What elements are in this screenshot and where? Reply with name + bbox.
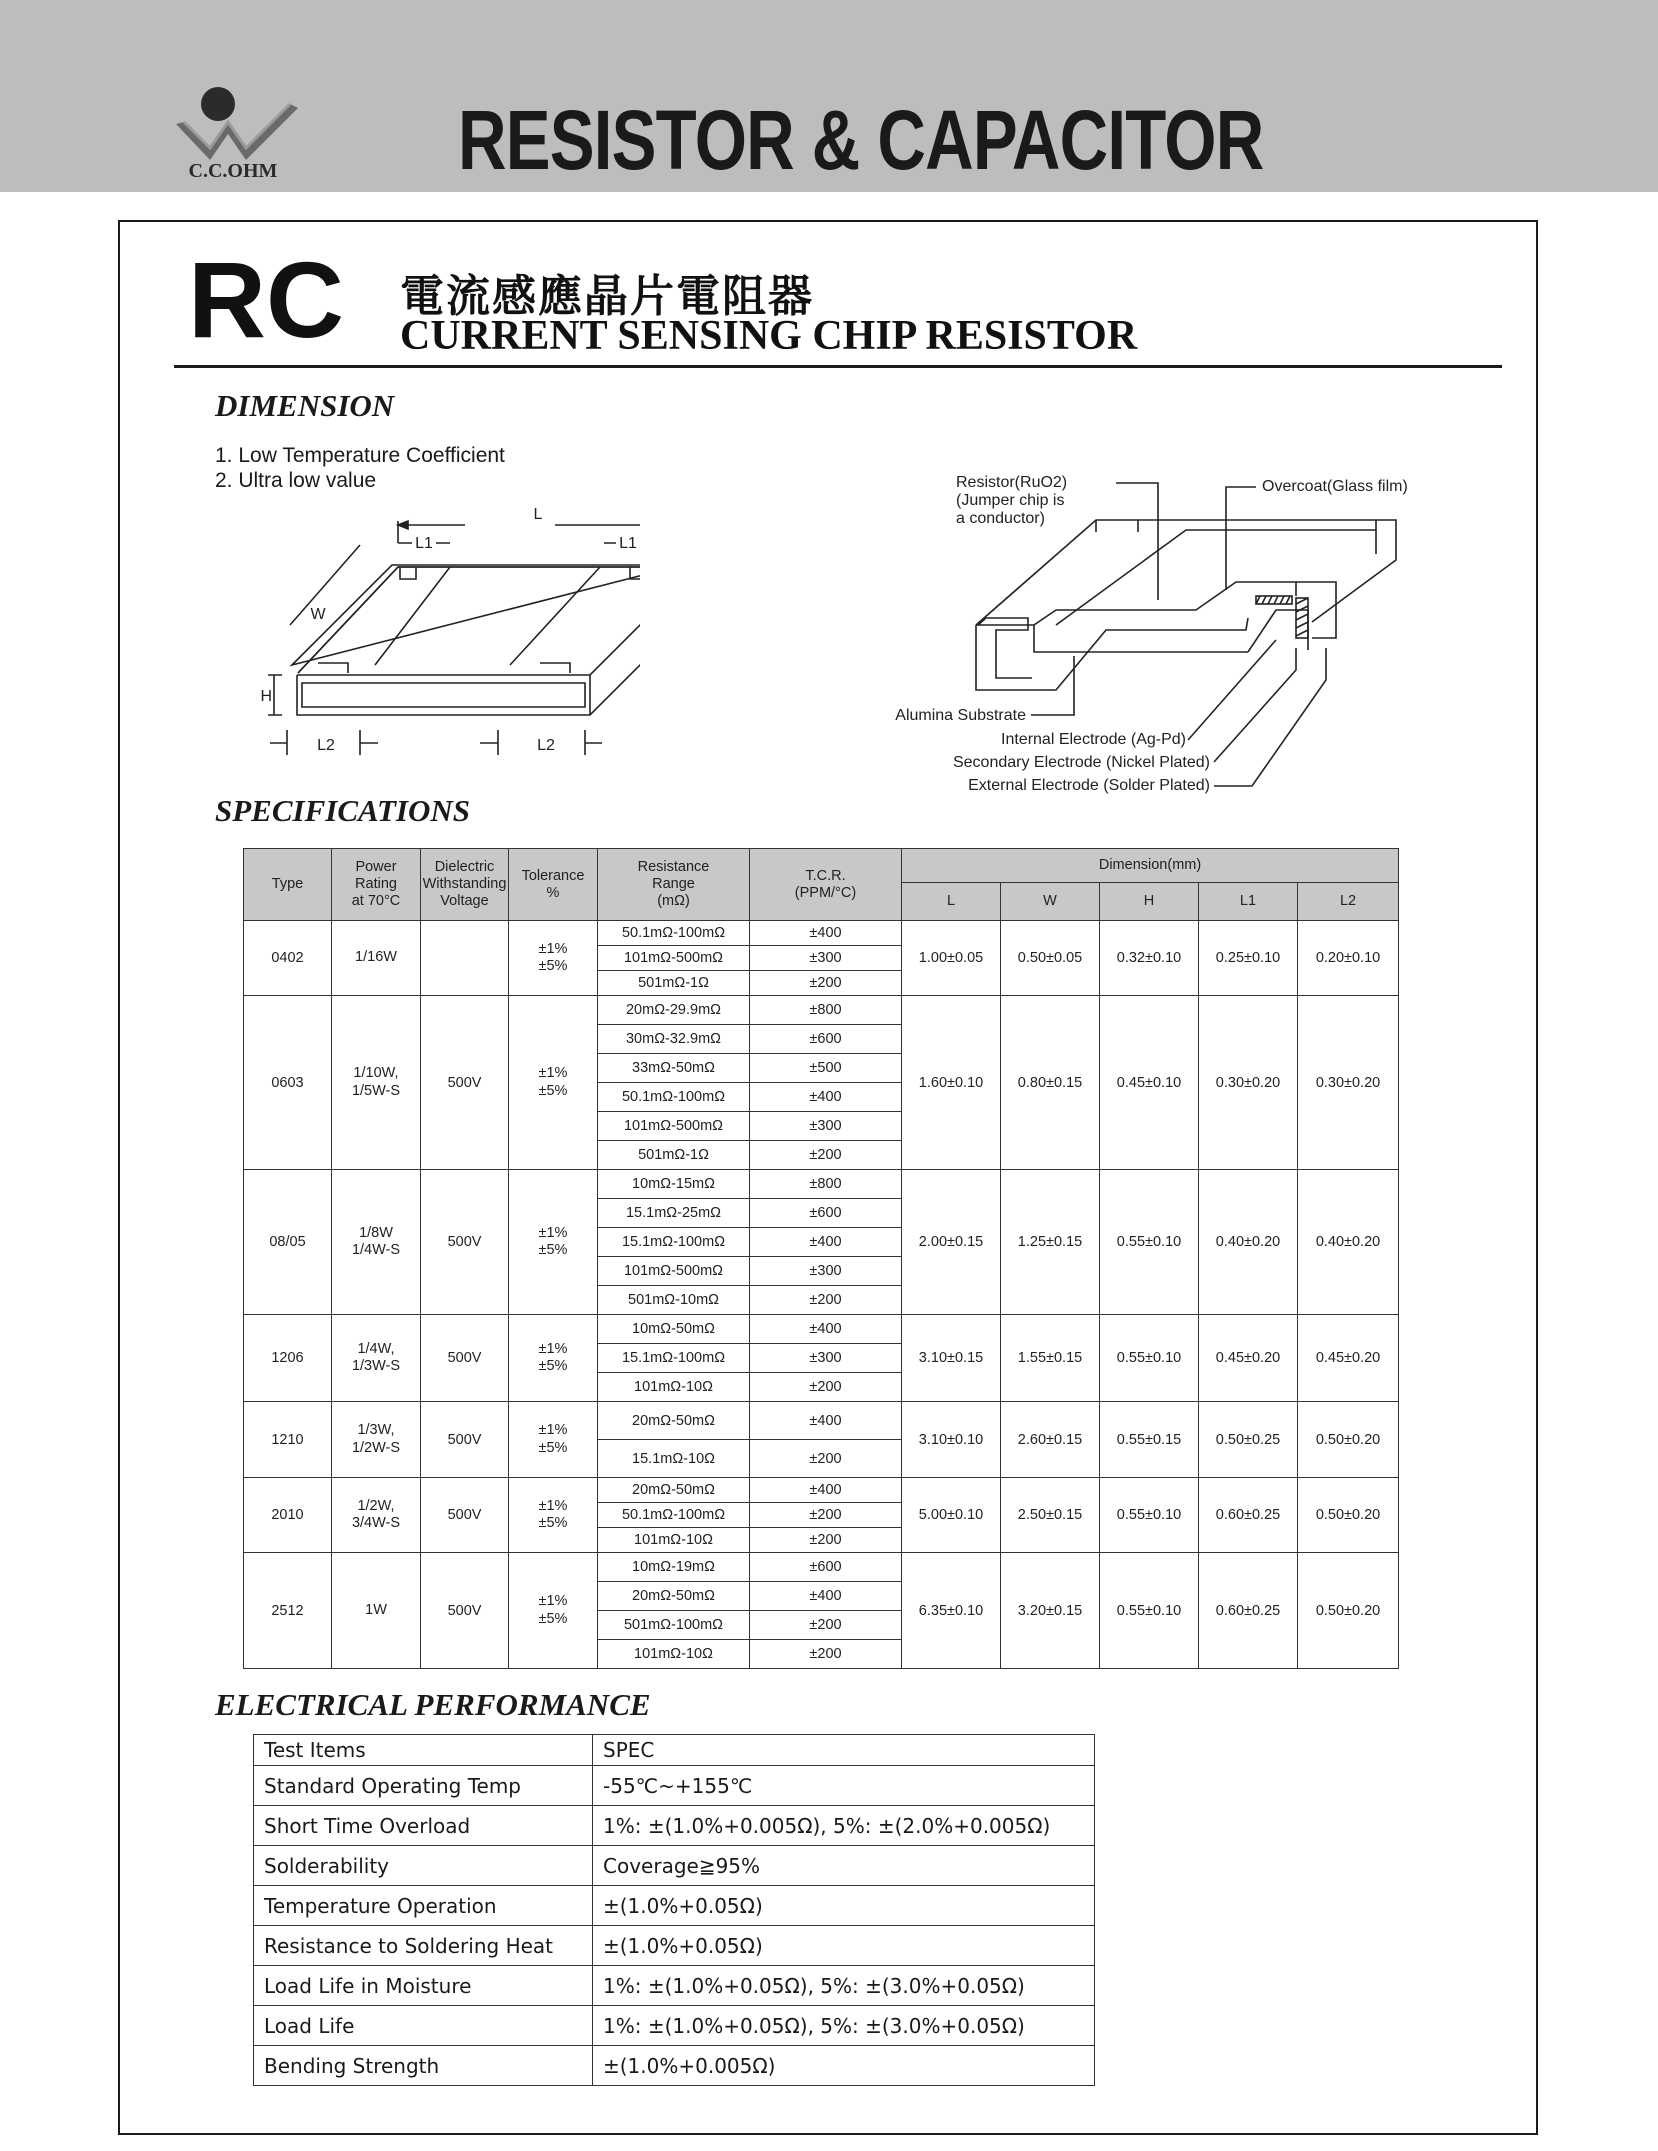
header-L1: L1 (1199, 883, 1298, 921)
cell-resistance-range: 501mΩ-10mΩ (598, 1286, 750, 1315)
cell-resistance-range: 20mΩ-29.9mΩ (598, 996, 750, 1025)
header-H: H (1100, 883, 1199, 921)
label-resistor-line1: Resistor(RuO2) (956, 474, 1068, 491)
cell-dimension-W: 1.55±0.15 (1001, 1315, 1100, 1402)
electrical-performance-heading: ELECTRICAL PERFORMANCE (215, 1687, 651, 1722)
cell-resistance-range: 50.1mΩ-100mΩ (598, 1503, 750, 1528)
specifications-table-body (244, 921, 1399, 1669)
specifications-heading: SPECIFICATIONS (215, 793, 470, 828)
cell-tcr: ±200 (750, 1640, 902, 1669)
cell-tcr: ±200 (750, 1528, 902, 1553)
dim-label-L: L (533, 506, 543, 523)
dim-label-W: W (310, 606, 326, 623)
cell-dimension-H: 0.55±0.10 (1100, 1315, 1199, 1402)
cell-resistance-range: 15.1mΩ-10Ω (598, 1440, 750, 1478)
cell-tolerance: ±1% ±5% (509, 1478, 598, 1553)
cell-resistance-range: 20mΩ-50mΩ (598, 1402, 750, 1440)
cell-dimension-W: 0.50±0.05 (1001, 921, 1100, 996)
cell-type: 2010 (244, 1478, 332, 1553)
cell-tcr: ±600 (750, 1199, 902, 1228)
cell-spec: ±(1.0%+0.05Ω) (593, 1926, 1095, 1966)
cell-tolerance: ±1% ±5% (509, 1170, 598, 1315)
cell-voltage: 500V (421, 1402, 509, 1478)
table-row (244, 1553, 1399, 1582)
cell-resistance-range: 30mΩ-32.9mΩ (598, 1025, 750, 1054)
header-type: Type (244, 849, 332, 921)
table-row (254, 1966, 1095, 2006)
cell-spec: 1%: ±(1.0%+0.05Ω), 5%: ±(3.0%+0.05Ω) (593, 1966, 1095, 2006)
cell-tolerance: ±1% ±5% (509, 1553, 598, 1669)
cell-dimension-W: 0.80±0.15 (1001, 996, 1100, 1170)
cell-dimension-W: 3.20±0.15 (1001, 1553, 1100, 1669)
cell-spec: -55℃~+155℃ (593, 1766, 1095, 1806)
cell-dimension-W: 2.60±0.15 (1001, 1402, 1100, 1478)
cell-spec: 1%: ±(1.0%+0.005Ω), 5%: ±(2.0%+0.005Ω) (593, 1806, 1095, 1846)
cell-tcr: ±500 (750, 1054, 902, 1083)
header-tolerance: Tolerance % (509, 849, 598, 921)
cell-dimension-H: 0.55±0.10 (1100, 1553, 1199, 1669)
cell-spec: 1%: ±(1.0%+0.05Ω), 5%: ±(3.0%+0.05Ω) (593, 2006, 1095, 2046)
cell-dimension-H: 0.45±0.10 (1100, 996, 1199, 1170)
feature-1: 1. Low Temperature Coefficient (215, 444, 505, 467)
cell-tcr: ±200 (750, 1611, 902, 1640)
cell-tolerance: ±1% ±5% (509, 1402, 598, 1478)
electrical-header-row (254, 1735, 1095, 1766)
cell-dimension-H: 0.55±0.10 (1100, 1170, 1199, 1315)
cell-tcr: ±200 (750, 1440, 902, 1478)
table-row (254, 1766, 1095, 1806)
cell-resistance-range: 33mΩ-50mΩ (598, 1054, 750, 1083)
cell-resistance-range: 101mΩ-10Ω (598, 1528, 750, 1553)
cell-resistance-range: 10mΩ-19mΩ (598, 1553, 750, 1582)
column-test-items: Test Items (254, 1735, 593, 1766)
table-row (244, 1170, 1399, 1199)
cell-type: 1210 (244, 1402, 332, 1478)
table-row (254, 1806, 1095, 1846)
header-L: L (902, 883, 1001, 921)
table-row (254, 2006, 1095, 2046)
cell-tcr: ±300 (750, 1344, 902, 1373)
cell-tcr: ±200 (750, 1141, 902, 1170)
cell-dimension-L2: 0.50±0.20 (1298, 1402, 1399, 1478)
title-divider (174, 365, 1502, 368)
cell-voltage: 500V (421, 1553, 509, 1669)
cell-resistance-range: 101mΩ-500mΩ (598, 1112, 750, 1141)
cell-tcr: ±400 (750, 1402, 902, 1440)
cell-resistance-range: 20mΩ-50mΩ (598, 1582, 750, 1611)
cell-tcr: ±800 (750, 1170, 902, 1199)
cell-type: 1206 (244, 1315, 332, 1402)
chip-cross-section-diagram (856, 470, 1456, 795)
cell-resistance-range: 10mΩ-15mΩ (598, 1170, 750, 1199)
cell-tolerance: ±1% ±5% (509, 921, 598, 996)
header-tcr: T.C.R. (PPM/°C) (750, 849, 902, 921)
header-resistance-range: Resistance Range (mΩ) (598, 849, 750, 921)
cell-power-rating: 1/10W, 1/5W-S (332, 996, 421, 1170)
cell-type: 08/05 (244, 1170, 332, 1315)
dimension-heading: DIMENSION (215, 388, 395, 423)
cell-dimension-L2: 0.40±0.20 (1298, 1170, 1399, 1315)
cell-power-rating: 1/16W (332, 921, 421, 996)
header-L2: L2 (1298, 883, 1399, 921)
label-resistor-line3: a conductor) (956, 510, 1045, 527)
cell-resistance-range: 101mΩ-500mΩ (598, 1257, 750, 1286)
cell-dimension-W: 1.25±0.15 (1001, 1170, 1100, 1315)
cell-power-rating: 1/4W, 1/3W-S (332, 1315, 421, 1402)
cell-dimension-L: 1.00±0.05 (902, 921, 1001, 996)
cell-power-rating: 1/3W, 1/2W-S (332, 1402, 421, 1478)
table-row (254, 1846, 1095, 1886)
cell-dimension-H: 0.32±0.10 (1100, 921, 1199, 996)
cell-resistance-range: 10mΩ-50mΩ (598, 1315, 750, 1344)
cell-resistance-range: 15.1mΩ-100mΩ (598, 1344, 750, 1373)
cell-dimension-L1: 0.40±0.20 (1199, 1170, 1298, 1315)
cell-dimension-L1: 0.30±0.20 (1199, 996, 1298, 1170)
cell-test-item: Short Time Overload (254, 1806, 593, 1846)
dim-label-L1-right: L1 (619, 535, 637, 552)
cell-resistance-range: 501mΩ-1Ω (598, 971, 750, 996)
cell-voltage: 500V (421, 1315, 509, 1402)
cell-dimension-L2: 0.30±0.20 (1298, 996, 1399, 1170)
cell-test-item: Bending Strength (254, 2046, 593, 2086)
cell-dimension-L: 3.10±0.15 (902, 1315, 1001, 1402)
cell-voltage: 500V (421, 1170, 509, 1315)
cell-resistance-range: 15.1mΩ-100mΩ (598, 1228, 750, 1257)
table-row (244, 921, 1399, 946)
cell-tcr: ±200 (750, 971, 902, 996)
cell-dimension-L1: 0.45±0.20 (1199, 1315, 1298, 1402)
cell-resistance-range: 101mΩ-500mΩ (598, 946, 750, 971)
dim-label-L2-left: L2 (317, 737, 335, 754)
feature-2: 2. Ultra low value (215, 469, 377, 492)
cell-tcr: ±400 (750, 921, 902, 946)
cell-tcr: ±400 (750, 1478, 902, 1503)
specifications-table (243, 848, 1399, 1669)
cell-test-item: Resistance to Soldering Heat (254, 1926, 593, 1966)
cell-tcr: ±300 (750, 1257, 902, 1286)
cell-resistance-range: 15.1mΩ-25mΩ (598, 1199, 750, 1228)
cell-dimension-L1: 0.60±0.25 (1199, 1478, 1298, 1553)
product-name-chinese: 電流感應晶片電阻器 (400, 271, 814, 322)
cell-dimension-L: 3.10±0.10 (902, 1402, 1001, 1478)
cell-tcr: ±600 (750, 1553, 902, 1582)
cell-dimension-L: 2.00±0.15 (902, 1170, 1001, 1315)
header-dielectric-voltage: Dielectric Withstanding Voltage (421, 849, 509, 921)
cell-tcr: ±300 (750, 1112, 902, 1141)
cell-tolerance: ±1% ±5% (509, 996, 598, 1170)
cell-resistance-range: 20mΩ-50mΩ (598, 1478, 750, 1503)
cell-test-item: Standard Operating Temp (254, 1766, 593, 1806)
label-overcoat: Overcoat(Glass film) (1262, 478, 1408, 495)
header-power-rating: Power Rating at 70°C (332, 849, 421, 921)
cell-tcr: ±400 (750, 1228, 902, 1257)
cell-dimension-L2: 0.20±0.10 (1298, 921, 1399, 996)
electrical-performance-table (253, 1734, 1095, 2086)
cell-dimension-L: 1.60±0.10 (902, 996, 1001, 1170)
cell-type: 0603 (244, 996, 332, 1170)
dim-label-L2-right: L2 (537, 737, 555, 754)
cell-spec: Coverage≧95% (593, 1846, 1095, 1886)
cell-dimension-L1: 0.50±0.25 (1199, 1402, 1298, 1478)
product-code: RC (188, 239, 344, 360)
cell-tcr: ±200 (750, 1503, 902, 1528)
cell-resistance-range: 501mΩ-100mΩ (598, 1611, 750, 1640)
cell-dimension-L1: 0.60±0.25 (1199, 1553, 1298, 1669)
cell-resistance-range: 50.1mΩ-100mΩ (598, 921, 750, 946)
cell-tcr: ±400 (750, 1315, 902, 1344)
cell-test-item: Load Life (254, 2006, 593, 2046)
cell-dimension-L: 5.00±0.10 (902, 1478, 1001, 1553)
product-name-english: CURRENT SENSING CHIP RESISTOR (400, 313, 1138, 359)
dim-label-H: H (260, 688, 272, 705)
label-internal-electrode: Internal Electrode (Ag-Pd) (1001, 731, 1186, 748)
cell-dimension-L: 6.35±0.10 (902, 1553, 1001, 1669)
label-secondary-electrode: Secondary Electrode (Nickel Plated) (952, 754, 1210, 771)
cell-power-rating: 1/2W, 3/4W-S (332, 1478, 421, 1553)
cell-spec: ±(1.0%+0.05Ω) (593, 1886, 1095, 1926)
cell-tcr: ±400 (750, 1083, 902, 1112)
label-alumina-substrate: Alumina Substrate (895, 707, 1026, 724)
cell-spec: ±(1.0%+0.005Ω) (593, 2046, 1095, 2086)
cell-dimension-L2: 0.45±0.20 (1298, 1315, 1399, 1402)
dim-label-L1-left: L1 (415, 535, 433, 552)
label-external-electrode: External Electrode (Solder Plated) (968, 777, 1210, 794)
cell-resistance-range: 101mΩ-10Ω (598, 1373, 750, 1402)
cell-voltage: 500V (421, 996, 509, 1170)
cell-dimension-L1: 0.25±0.10 (1199, 921, 1298, 996)
column-spec: SPEC (593, 1735, 1095, 1766)
cell-tcr: ±300 (750, 946, 902, 971)
cell-voltage: 500V (421, 1478, 509, 1553)
cell-tcr: ±400 (750, 1582, 902, 1611)
cell-tcr: ±800 (750, 996, 902, 1025)
cell-tcr: ±200 (750, 1286, 902, 1315)
cell-dimension-L2: 0.50±0.20 (1298, 1553, 1399, 1669)
page-title: RESISTOR & CAPACITOR (458, 93, 1264, 187)
cell-resistance-range: 101mΩ-10Ω (598, 1640, 750, 1669)
table-row (244, 996, 1399, 1025)
cell-tcr: ±200 (750, 1373, 902, 1402)
header-dimension: Dimension(mm) (902, 849, 1399, 883)
cell-dimension-L2: 0.50±0.20 (1298, 1478, 1399, 1553)
table-row (244, 1478, 1399, 1503)
table-row (254, 2046, 1095, 2086)
cell-tolerance: ±1% ±5% (509, 1315, 598, 1402)
table-row (244, 1315, 1399, 1344)
cell-type: 0402 (244, 921, 332, 996)
cell-dimension-H: 0.55±0.10 (1100, 1478, 1199, 1553)
cell-test-item: Solderability (254, 1846, 593, 1886)
table-row (254, 1886, 1095, 1926)
table-row (244, 1402, 1399, 1440)
cell-power-rating: 1/8W 1/4W-S (332, 1170, 421, 1315)
cell-voltage (421, 921, 509, 996)
cell-tcr: ±600 (750, 1025, 902, 1054)
cell-dimension-W: 2.50±0.15 (1001, 1478, 1100, 1553)
cell-power-rating: 1W (332, 1553, 421, 1669)
brand-name: C.C.OHM (188, 160, 278, 182)
cell-test-item: Temperature Operation (254, 1886, 593, 1926)
cell-test-item: Load Life in Moisture (254, 1966, 593, 2006)
cell-resistance-range: 50.1mΩ-100mΩ (598, 1083, 750, 1112)
cell-dimension-H: 0.55±0.15 (1100, 1402, 1199, 1478)
label-resistor-line2: (Jumper chip is (956, 492, 1065, 509)
header-W: W (1001, 883, 1100, 921)
cell-type: 2512 (244, 1553, 332, 1669)
table-row (254, 1926, 1095, 1966)
cell-resistance-range: 501mΩ-1Ω (598, 1141, 750, 1170)
chip-dimension-diagram (240, 505, 640, 765)
